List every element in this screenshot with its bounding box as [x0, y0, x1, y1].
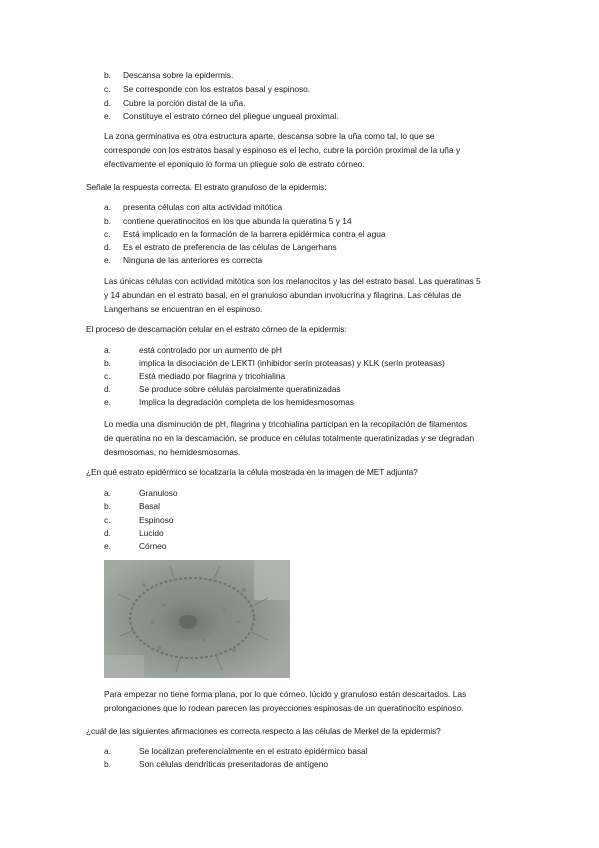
question-text: ¿cuál de las siguientes afirmaciones es correcta respecto a las células de Merkel de la epidermis? — [86, 726, 441, 736]
explanation-paragraph: La zona germinativa es otra estructura aparte, descansa sobre la uña como tal, lo que se corresponde con los estratos basal y espinoso es el lecho, cubre la porción proximal de la uña y efectivamente el eponiquio lo forma un pliegue solo de estrato córneo. — [104, 131, 461, 169]
question-text: Señale la respuesta correcta. El estrato granuloso de la epidermis: — [86, 182, 327, 192]
explanation-paragraph: Las únicas células con actividad mitótica son los melanocitos y las del estrato basal. Las queratinas 5 y 14 abundan en el estrato basal, en el granuloso abundan involucrina y filagrina. Las células de Langerhans se encuentran en el espinoso. — [104, 276, 481, 314]
question-text: El proceso de descamación celular en el estrato córneo de la epidermis: — [86, 324, 347, 334]
tem-micrograph-image — [104, 560, 290, 678]
explanation-paragraph: Para empezar no tiene forma plana, por lo que córneo, lúcido y granuloso están descartados. Las prolongaciones que lo rodean parecen las proyecciones espinosas de un queratinocito espinoso. — [104, 689, 467, 713]
explanation-paragraph: Lo media una disminución de pH, filagrina y tricohialina participan en la recopilación de filamentos de queratina no en la descamación, se produce en células totalmente queratinizadas y se degradan desmosomas, no hemidesmosomas. — [104, 419, 475, 457]
question-text: ¿En qué estrato epidérmico se localizaría la célula mostrada en la imagen de MET adjunta? — [86, 467, 418, 477]
document-page: b. Descansa sobre la epidermis. c. Se corresponde con los estratos basal y espinoso. d. Cubre la porción distal de la uña. e. Constituye el estrato córneo del pliegue ungueal proximal. La zona germinativa es otra estructura aparte, descansa sobre la uña como tal, lo que se corresponde con los estratos basal y espinoso es el lecho, cubre la porción proximal de la uña y efectivamente el eponiquio lo forma un pliegue solo de estrato córneo. Señale la respuesta correcta. El estrato granuloso de la epidermis: a. presenta células con alta actividad mitótica b. contiene queratinocitos en los que abunda la queratina 5 y 14 c. Está implicado en la formación de la barrera epidérmica contra el agua d. Es el estrato de preferencia de las células de Langerhans e. Ninguna de las anteriores es correcta Las únicas células con actividad mitótica son los melanocitos y las del estrato basal. Las queratinas 5 y 14 abundan en el estrato basal, en el granuloso abundan involucrina y filagrina. Las células de Langerhans se encuentran en el espinoso. El proceso de descamación celular en el estrato córneo de la epidermis: a. está controlado por un aumento de pH b. implica la disociación de LEKTI (inhibidor serín proteasas) y KLK (serín proteasas) c. Está mediado por filagrina y tricohialina d. Se produce sobre células parcialmente queratinizadas e. Implica la degradación completa de los hemidesmosomas Lo media una disminución de pH, filagrina y tricohialina participan en la recopilación de filamentos de queratina no en la descamación, se produce en células totalmente queratinizadas y se degradan desmosomas, no hemidesmosomas. ¿En qué estrato epidérmico se localizaría la célula mostrada en la imagen de MET adjunta? a. Granuloso b. Basal c. Espinoso d. Lucido e. Córneo Para empezar no tiene forma plana, por lo que córneo, lúcido y granuloso están descartados. Las prolongaciones que lo rodean parecen las proyecciones espinosas de un queratinocito espinoso. ¿cuál de las siguientes afirmaciones es correcta respecto a las células de Merkel de la epidermis? a. Se localizan preferencialmente en el estrato epidérmico basal b. Son células dendríticas presentadoras de antígeno — [86, 70, 481, 769]
tem-cell-graphic — [104, 560, 290, 678]
